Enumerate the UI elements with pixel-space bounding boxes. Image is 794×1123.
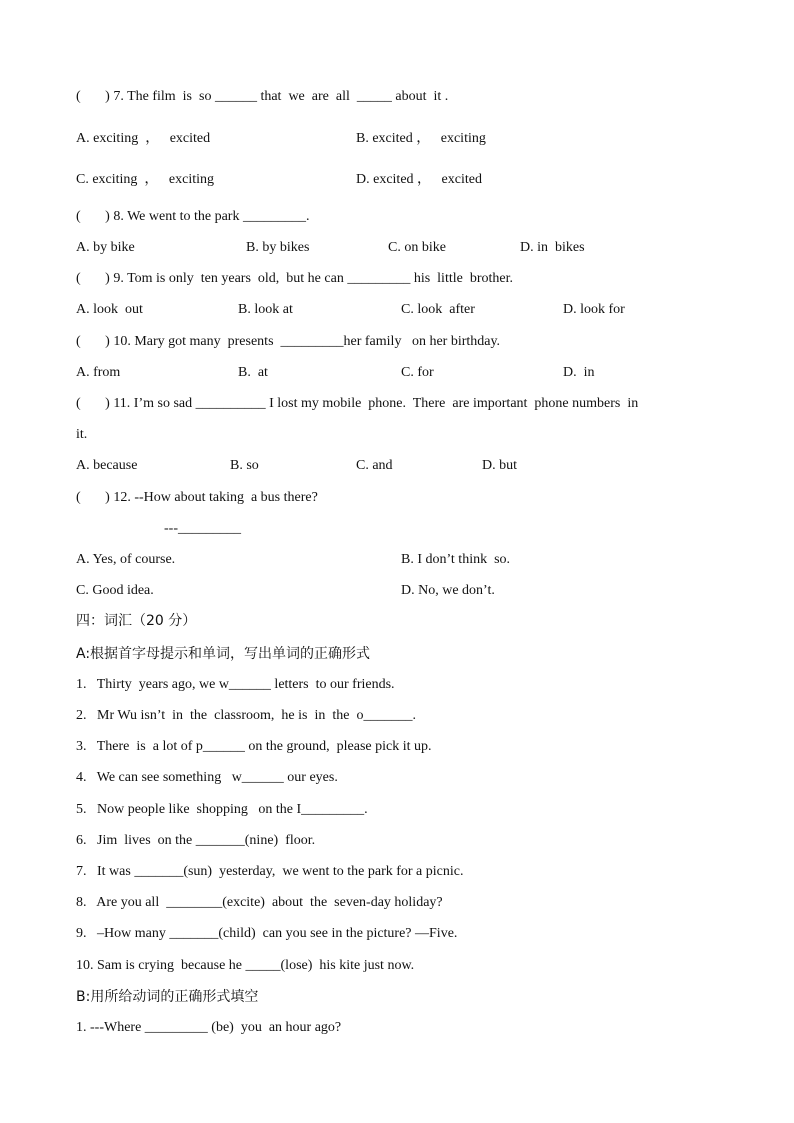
- q11-option-b: B. so: [230, 458, 259, 473]
- q7-option-a: A. exciting ， excited: [76, 131, 211, 146]
- vocab-item: 10. Sam is crying because he _____(lose) his kite just now.: [76, 958, 415, 973]
- q11-option-c: C. and: [356, 458, 393, 473]
- q8-option-b: B. by bikes: [246, 240, 310, 255]
- q11-option-d: D. but: [482, 458, 517, 473]
- q10-stem: ( ) 10. Mary got many presents _________her family on her birthday.: [76, 334, 501, 349]
- vocab-item: 1. Thirty years ago, we w______ letters to our friends.: [76, 677, 395, 692]
- q7-option-c: C. exciting ， exciting: [76, 172, 215, 187]
- q12-stem: ( ) 12. --How about taking a bus there?: [76, 490, 318, 505]
- q11-stem-continued: it.: [76, 427, 88, 442]
- q8-option-d: D. in bikes: [520, 240, 585, 255]
- vocab-item: 2. Mr Wu isn’t in the classroom, he is in the o_______.: [76, 708, 416, 723]
- section-title: 四：词汇（20 分）: [76, 613, 197, 629]
- vocab-item: 4. We can see something w______ our eyes.: [76, 770, 338, 785]
- q10-option-a: A. from: [76, 365, 121, 380]
- q11-stem: ( ) 11. I’m so sad __________ I lost my mobile phone. There are important phone numbers in: [76, 396, 639, 411]
- q9-option-d: D. look for: [563, 302, 625, 317]
- vocab-item: 3. There is a lot of p______ on the ground, please pick it up.: [76, 739, 432, 754]
- q8-option-a: A. by bike: [76, 240, 135, 255]
- q12-option-d: D. No, we don’t.: [401, 583, 495, 598]
- verb-form-item: 1. ---Where _________ (be) you an hour ago?: [76, 1020, 342, 1035]
- q12-option-a: A. Yes, of course.: [76, 552, 176, 567]
- q10-option-c: C. for: [401, 365, 434, 380]
- vocab-item: 8. Are you all ________(excite) about the seven-day holiday?: [76, 895, 443, 910]
- part-b-instruction: B:用所给动词的正确形式填空: [76, 989, 259, 1005]
- q11-option-a: A. because: [76, 458, 138, 473]
- q7-option-b: B. excited ， exciting: [356, 131, 486, 146]
- q8-stem: ( ) 8. We went to the park _________.: [76, 209, 310, 224]
- q9-option-b: B. look at: [238, 302, 293, 317]
- q10-option-b: B. at: [238, 365, 268, 380]
- q10-option-d: D. in: [563, 365, 595, 380]
- vocab-item: 7. It was _______(sun) yesterday, we went to the park for a picnic.: [76, 864, 464, 879]
- q7-option-d: D. excited ， excited: [356, 172, 482, 187]
- vocab-item: 5. Now people like shopping on the I_________.: [76, 802, 368, 817]
- q7-stem: ( ) 7. The film is so ______ that we are all _____ about it .: [76, 89, 449, 104]
- q9-option-a: A. look out: [76, 302, 143, 317]
- q9-stem: ( ) 9. Tom is only ten years old, but he can _________ his little brother.: [76, 271, 513, 286]
- q8-option-c: C. on bike: [388, 240, 446, 255]
- q12-answer-line: ---_________: [164, 521, 241, 536]
- part-a-instruction: A:根据首字母提示和单词，写出单词的正确形式: [76, 646, 371, 662]
- q12-option-c: C. Good idea.: [76, 583, 154, 598]
- q9-option-c: C. look after: [401, 302, 475, 317]
- vocab-item: 9. –How many _______(child) can you see in the picture? —Five.: [76, 926, 458, 941]
- q12-option-b: B. I don’t think so.: [401, 552, 511, 567]
- vocab-item: 6. Jim lives on the _______(nine) floor.: [76, 833, 316, 848]
